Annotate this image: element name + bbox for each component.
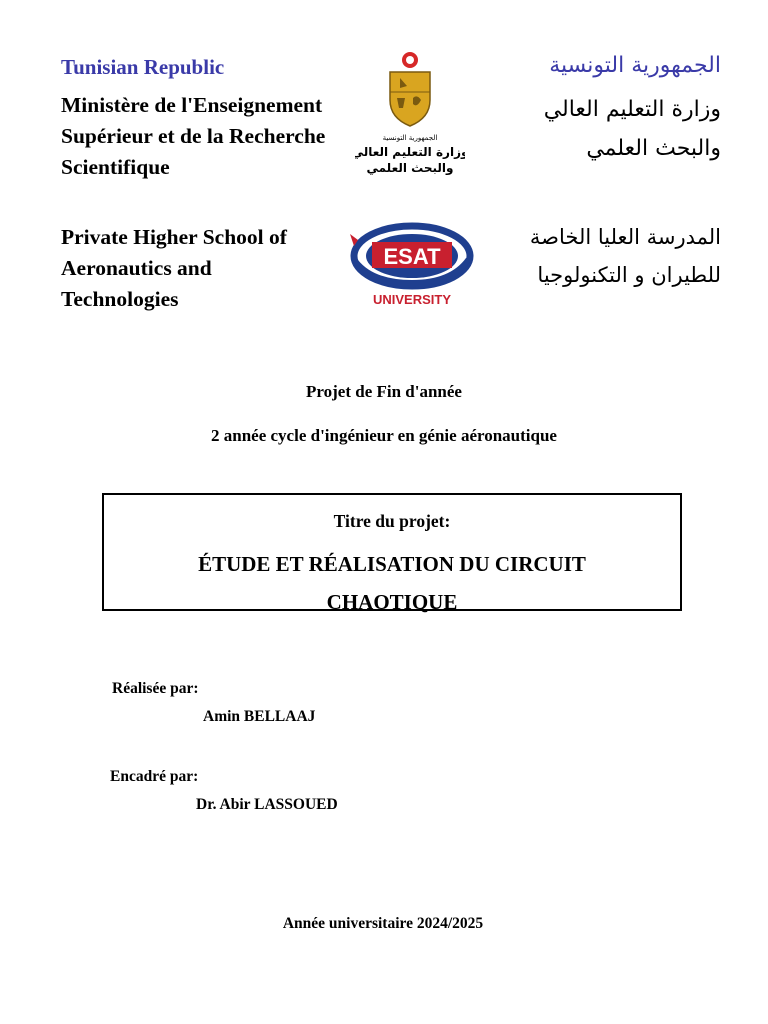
supervised-by-label: Encadré par: bbox=[110, 768, 199, 785]
esat-logo-icon bbox=[348, 220, 476, 310]
emblem-caption-line1: الجمهورية التونسية bbox=[382, 134, 438, 142]
school-name-ar bbox=[530, 218, 721, 294]
student-name: Amin BELLAAJ bbox=[203, 708, 316, 725]
school-name-en-line3: Technologies bbox=[61, 287, 179, 311]
project-title bbox=[104, 545, 680, 621]
school-name-en bbox=[61, 222, 321, 315]
project-title-line2: CHAOTIQUE bbox=[326, 590, 458, 614]
republic-title-ar: الجمهورية التونسية bbox=[549, 53, 721, 78]
ministry-ar-line1: وزارة التعليم العالي bbox=[543, 97, 721, 122]
school-name-en-line2: Aeronautics and bbox=[61, 256, 212, 280]
ministry-title-en: Ministère de l'Enseignement Supérieur et de la Recherche Scientifique bbox=[61, 93, 326, 179]
tunisia-emblem bbox=[355, 48, 465, 178]
esat-logo-text: ESAT bbox=[383, 244, 441, 269]
realised-by-label: Réalisée par: bbox=[112, 680, 199, 697]
republic-title-en: Tunisian Republic bbox=[61, 55, 225, 79]
ministry-title-ar bbox=[544, 90, 721, 168]
school-name-ar-line2: للطيران و التكنولوجيا bbox=[537, 263, 721, 287]
ministry-ar-line2: والبحث العلمي bbox=[586, 136, 721, 161]
esat-logo bbox=[348, 220, 476, 310]
program-name: 2 année cycle d'ingénieur en génie aéronautique bbox=[211, 426, 557, 445]
emblem-caption-line2: وزارة التعليم العالي bbox=[355, 145, 465, 159]
project-title-box bbox=[102, 493, 682, 614]
academic-year: Année universitaire 2024/2025 bbox=[282, 915, 484, 932]
esat-logo-subtext: UNIVERSITY bbox=[372, 292, 452, 307]
school-name-ar-line1: المدرسة العليا الخاصة bbox=[529, 225, 721, 249]
supervisor-name: Dr. Abir LASSOUED bbox=[196, 796, 338, 813]
project-type: Projet de Fin d'année bbox=[306, 382, 462, 401]
school-name-en-line1: Private Higher School of bbox=[61, 225, 287, 249]
project-title-line1: ÉTUDE ET RÉALISATION DU CIRCUIT bbox=[198, 552, 586, 576]
emblem-caption-line3: والبحث العلمي bbox=[366, 161, 454, 175]
project-title-label: Titre du projet: bbox=[333, 511, 451, 531]
emblem-icon bbox=[355, 48, 465, 178]
